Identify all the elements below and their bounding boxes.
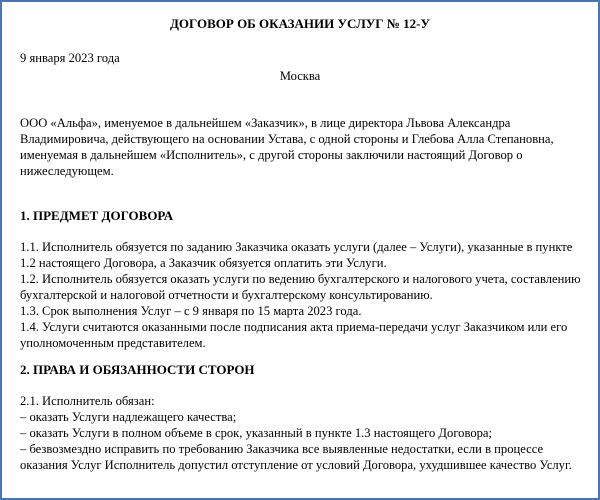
obligation-deadline: – оказать Услуги в полном объеме в срок, указанный в пункте 1.3 настоящего Договора; [20,426,493,440]
clause-1-3: 1.3. Срок выполнения Услуг – с 9 января по 15 марта 2023 года. [20,304,362,318]
clause-1-4: 1.4. Услуги считаются оказанными после подписания акта приема-передачи услуг Заказчиком или его уполномоченным представителем. [20,320,568,350]
document-date: 9 января 2023 года [20,51,120,65]
clause-2-1: 2.1. Исполнитель обязан: [20,394,155,408]
preamble-paragraph: ООО «Альфа», именуемое в дальнейшем «Заказчик», в лице директора Львова Александра Владимировича, действующего на основании Устава, с одной стороны и Глебова Алла Степановна, именуемая в дальнейшем «Исполнитель», с другой стороны заключили настоящий Договор о нижеследующем. [20,116,554,178]
clause-1-2: 1.2. Исполнитель обязуется оказать услуги по ведению бухгалтерского и налогового учета, составлению бухгалтерской и налоговой отчетности и бухгалтерскому консультированию. [20,272,581,302]
document-title: ДОГОВОР ОБ ОКАЗАНИИ УСЛУГ № 12-У [169,16,431,31]
section-heading-subject: 1. ПРЕДМЕТ ДОГОВОРА [20,208,174,223]
obligation-quality: – оказать Услуги надлежащего качества; [20,410,237,424]
section-body-subject [20,239,585,351]
clause-1-1: 1.1. Исполнитель обязуется по заданию Заказчика оказать услуги (далее – Услуги), указанные в пункте 1.2 настоящего Договора, а Заказчик обязуется оплатить эти Услуги. [20,240,573,270]
obligation-fix-defects: – безвозмездно исправить по требованию Заказчика все выявленные недостатки, если в процессе оказания Услуг Исполнитель допустил отступление от условий Договора, ухудшившее качество Услуг. [20,442,572,472]
section-heading-rights: 2. ПРАВА И ОБЯЗАННОСТИ СТОРОН [20,362,255,377]
document-city: Москва [279,69,321,83]
section-body-rights [20,393,585,473]
